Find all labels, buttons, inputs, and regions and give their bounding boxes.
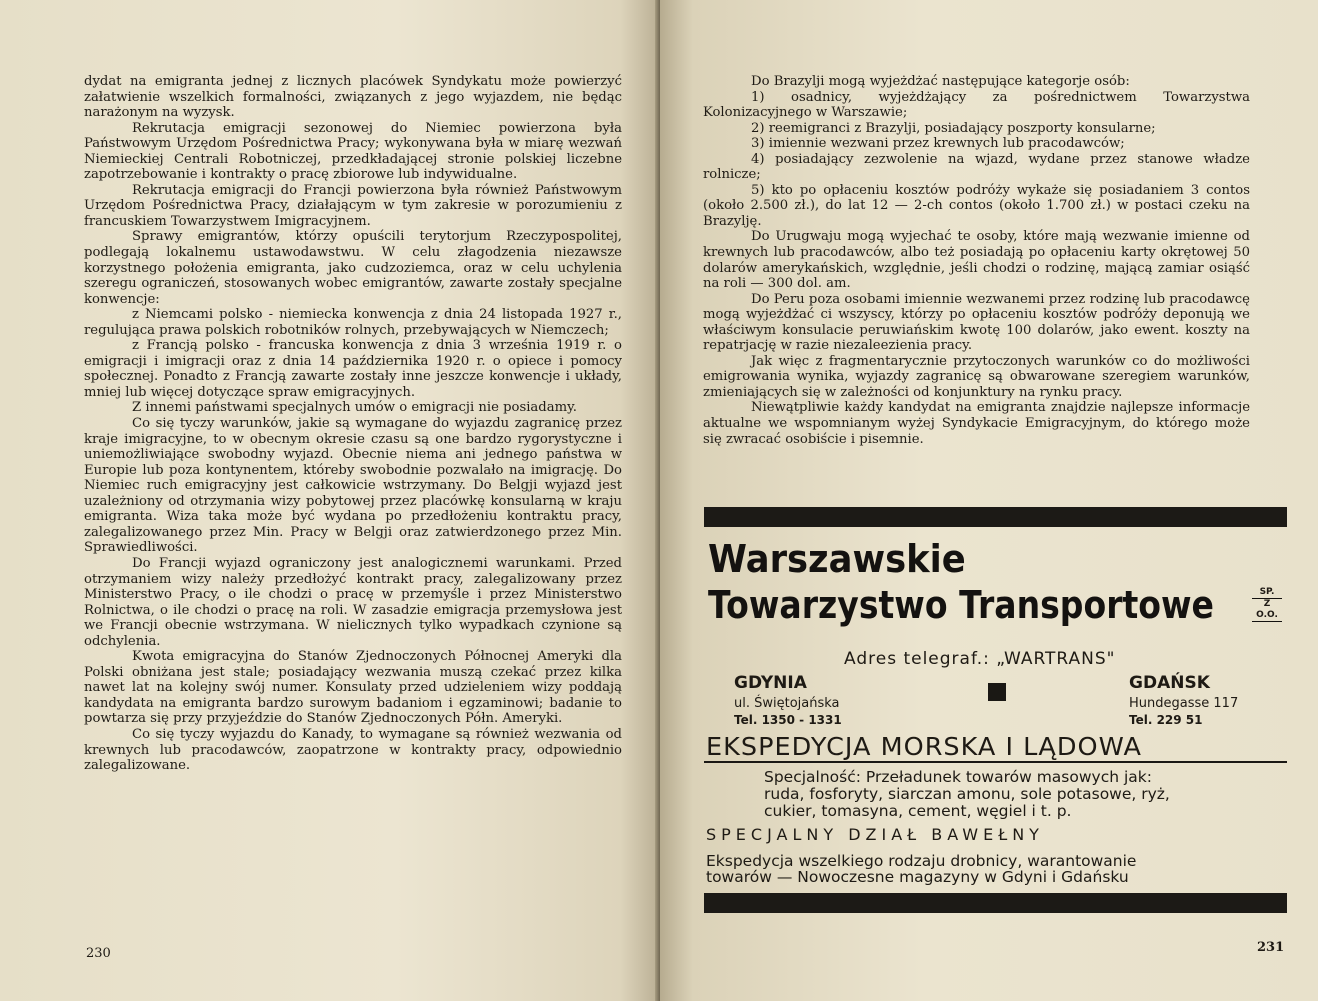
right-page-paragraph: 2) reemigranci z Brazylji, posiadający poszporty konsularne; [751,120,1156,136]
left-page-paragraph: Do Francji wyjazd ograniczony jest analogicznemi warunkami. Przed otrzymaniem wizy należy przedłożyć kontrakt pracy, zalegalizowany przez Ministerstwo Pracy, o ile chodzi o pracę w przemyśle i przez Ministerstwo Rolnictwa, o ile chodzi o pracę na roli. W zasadzie emigracja przemysłowa jest we Francji obecnie wstrzymana. W nielicznych tylko wypadkach czynione są odchylenia. [84,555,622,649]
left-page-text [84,74,622,774]
ad-gdansk-phone: Tel. 229 51 [1129,713,1203,727]
left-page-paragraph: Rekrutacja emigracji sezonowej do Niemiec powierzona była Państwowym Urzędom Pośrednictwa Pracy; wykonywana była w miarę wezwań Niemieckiej Centrali Robotniczej, przedkładającej stronie polskiej liczebne zapotrzebowanie i kontrakty o pracę zbiorowe lub indywidualne. [84,120,622,183]
ad-expedition-line1: Ekspedycja wszelkiego rodzaju drobnicy, warantowanie [706,852,1137,870]
left-page-paragraph: Kwota emigracyjna do Stanów Zjednoczonych Północnej Ameryki dla Polski obniżana jest stale; posiadający wezwania muszą czekać przez kilka nawet lat na kolejny swój numer. Konsulaty przed udzieleniem wizy poddają kandydata na emigranta bardzo surowym badaniom i egzaminowi; badanie to powtarza się przy przyjeździe do Stanów Zjednoczonych Półn. Ameryki. [84,649,622,727]
transport-company-advertisement [704,507,1287,927]
ad-gdynia-city: GDYNIA [734,673,807,693]
left-page-paragraph: Rekrutacja emigracji do Francji powierzona była również Państwowym Urzędom Pośrednictwa Pracy, działającym w tym zakresie w porozumieniu z francuskiem Towarzystwem Imigracyjnem. [84,182,622,229]
ad-gdynia-street: ul. Świętojańska [734,696,840,711]
ad-gdansk-street: Hundegasse 117 [1129,696,1239,711]
ad-telegraph-address: Adres telegraf.: „WARTRANS" [844,649,1116,669]
ad-title-line2: Towarzystwo Transportowe [708,583,1214,627]
left-page-paragraph: Co się tyczy warunków, jakie są wymagane do wyjazdu zagranicę przez kraje imigracyjne, to w obecnym okresie czasu są one bardzo rygorystyczne i uniemożliwiające swobodny wyjazd. Obecnie niema ani jednego państwa w Europie lub poza kontynentem, któreby swobodnie pozwalało na imigrację. Do Niemiec ruch emigracyjny jest całkowicie wstrzymany. Do Belgji wyjazd jest uzależniony od otrzymania wizy pobytowej przez placówkę konsularną w kraju emigranta. Wiza taka może być wydana po przedłożeniu kontraktu pracy, zalegalizowanego przez Min. Pracy w Belgji oraz zatwierdzonego przez Min. Sprawiedliwości. [84,416,622,556]
left-page-paragraph: Sprawy emigrantów, którzy opuścili terytorjum Rzeczypospolitej, podlegają lokalnemu ustawodawstwu. W celu złagodzenia niezawsze korzystnego położenia emigranta, jako cudzoziemca, oraz w celu uchylenia szeregu ograniczeń, stosowanych wobec emigrantów, zawarte zostały specjalne konwencje: [84,229,622,307]
ad-specialty-line2: ruda, fosforyty, siarczan amonu, sole potasowe, ryż, [764,785,1170,803]
right-page-paragraph: 3) imiennie wezwani przez krewnych lub pracodawców; [751,136,1125,152]
right-page-paragraph: 1) osadnicy, wyjeżdżający za pośrednictwem Towarzystwa Kolonizacyjnego w Warszawie; [703,89,1250,121]
ad-expedition [706,853,1136,885]
right-page-paragraph: Do Urugwaju mogą wyjechać te osoby, które mają wezwanie imienne od krewnych lub pracodawców, albo też posiadają po opłaceniu karty okrętowej 50 dolarów amerykańskich, względnie, jeśli chodzi o rodzinę, mającą zamiar osiąść na roli — 300 dol. am. [703,229,1250,292]
right-page-paragraph: Niewątpliwie każdy kandydat na emigranta znajdzie najlepsze informacje aktualne we wspomnianym wyżej Syndykacie Emigracyjnym, do którego może się zwracać osobiście i pisemnie. [703,400,1250,447]
left-page-paragraph: Z innemi państwami specjalnych umów o emigracji nie posiadamy. [132,400,577,416]
ad-title-line1: Warszawskie [708,537,966,581]
ad-specialty [764,769,1170,820]
left-page-paragraph: Co się tyczy wyjazdu do Kanady, to wymagane są również wezwania od krewnych lub pracodawców, zaopatrzone w kontrakty pracy, odpowiednio zalegalizowane. [84,726,622,774]
right-page-number: 231 [1257,940,1285,955]
ad-suffix-line2: Z O.O. [1252,598,1282,622]
ad-gdansk-city: GDAŃSK [1129,673,1210,693]
left-page-paragraph: z Niemcami polsko - niemiecka konwencja z dnia 24 listopada 1927 r., regulująca prawa polskich robotników rolnych, przebywających w Niemczech; [84,307,622,338]
ad-top-bar [704,507,1287,527]
left-page-paragraph: z Francją polsko - francuska konwencja z dnia 3 września 1919 r. o emigracji i imigracji oraz z dnia 14 października 1920 r. o opiece i pomocy społecznej. Ponadto z Francją zawarte zostały inne jeszcze konwencje i układy, mniej lub więcej dotyczące spraw emigracyjnych. [84,338,622,400]
ad-bottom-bar [704,893,1287,913]
right-page [660,0,1318,1001]
ad-square-ornament [988,683,1006,701]
left-page-number: 230 [86,946,111,961]
right-page-paragraph: Do Peru poza osobami imiennie wezwanemi przez rodzinę lub pracodawcę mogą wyjeżdżać ci wszyscy, którzy po opłaceniu kosztów podróży deponują we właściwym konsulacie peruwiańskim kwotę 100 dolarów, jako ewent. koszty na repatrjację w razie niezaleezienia pracy. [703,291,1250,354]
ad-expedition-line2: towarów — Nowoczesne magazyny w Gdyni i Gdańsku [706,868,1129,886]
right-page-paragraph: Jak więc z fragmentarycznie przytoczonych warunków co do możliwości emigrowania wynika, wyjazdy zagranicę są obwarowane szeregiem warunków, zmieniających się w zależności od konjunktury na rynku pracy. [703,353,1250,400]
right-page-paragraph: 4) posiadający zezwolenie na wjazd, wydane przez stanowe władze rolnicze; [703,151,1250,183]
ad-company-suffix [1252,587,1282,622]
ad-specialty-line1: Specjalność: Przeładunek towarów masowych jak: [764,768,1152,786]
right-page-text [703,74,1250,447]
right-page-paragraph: 5) kto po opłaceniu kosztów podróży wykaże się posiadaniem 3 contos (około 2.500 zł.), do lat 12 — 2-ch contos (około 1.700 zł.) w postaci czeku na Brazylję. [703,182,1250,229]
ad-suffix-line1: SP. [1259,587,1275,597]
right-page-paragraph: Do Brazylji mogą wyjeżdżać następujące kategorje osób: [751,74,1130,89]
left-page-paragraph: dydat na emigranta jednej z licznych placówek Syndykatu może powierzyć załatwienie wszelkich formalności, związanych z jego wyjazdem, nie będąc narażonym na wyzysk. [84,74,622,121]
ad-gdynia-phone: Tel. 1350 - 1331 [734,713,842,727]
ad-specialty-line3: cukier, tomasyna, cement, węgiel i t. p. [764,802,1072,820]
ad-headline: EKSPEDYCJA MORSKA I LĄDOWA [706,732,1142,761]
ad-divider [704,761,1287,763]
ad-department: SPECJALNY DZIAŁ BAWEŁNY [706,825,1044,844]
